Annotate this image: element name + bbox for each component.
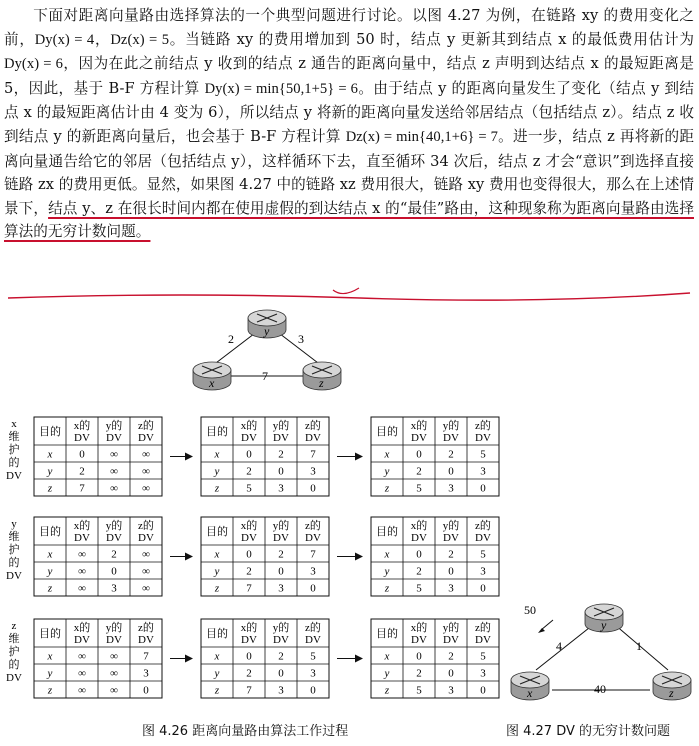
row-label-line: 的: [8, 659, 20, 671]
table-cell: 0: [480, 482, 486, 495]
table-header: 目的: [376, 628, 398, 640]
table-header: y的 DV: [105, 420, 123, 444]
table-cell: 0: [448, 465, 454, 478]
table-cell: 0: [143, 684, 149, 697]
table-dest: x: [214, 548, 220, 561]
label-edge-yz: 3: [298, 332, 304, 346]
label27-new-cost: 50: [524, 603, 536, 617]
math-dy6: Dy(x) = 6: [4, 56, 63, 73]
table-cell: ∞: [110, 684, 118, 697]
table-cell: ∞: [142, 565, 150, 578]
table-header: y的 DV: [105, 520, 123, 544]
table-cell: ∞: [142, 465, 150, 478]
table-cell: 5: [416, 684, 422, 697]
row-label-line: z: [11, 620, 17, 632]
table-cell: ∞: [110, 667, 118, 680]
table-cell: 2: [416, 667, 422, 680]
table-dest: x: [384, 548, 390, 561]
text-s6-underlined: 结点 y、z 在很长时间内都在使用虚假的到达结点 x 的“最佳”路由，这种现象称为距离向量路由选择算法的无穷计数问题。: [4, 199, 694, 241]
table-dest: x: [214, 448, 220, 461]
table-cell: 2: [278, 650, 284, 663]
table-dest: y: [384, 465, 390, 478]
row-label-line: 维: [8, 431, 20, 443]
table-dest: z: [47, 684, 53, 697]
table-cell: 2: [79, 465, 85, 478]
table-cell: 7: [143, 650, 149, 663]
table-dest: z: [384, 482, 390, 495]
table-header: x的 DV: [410, 520, 428, 544]
text-s2: 。当链路 xy 的费用增加到 50 时，结点 y 更新其到结点 x 的最低费用估计为: [169, 30, 694, 48]
router-x-label: x: [209, 376, 215, 390]
table-header: 目的: [376, 426, 398, 438]
label27-edge-xz: 40: [594, 682, 606, 696]
table-cell: 5: [480, 548, 486, 561]
table-cell: ∞: [78, 565, 86, 578]
fig27-caption: 图 4.27 DV 的无穷计数问题: [506, 724, 671, 739]
table-cell: 3: [310, 667, 316, 680]
table-cell: 7: [79, 482, 85, 495]
table-dest: x: [384, 650, 390, 663]
table-cell: 5: [480, 448, 486, 461]
table-cell: ∞: [110, 465, 118, 478]
table-cell: 3: [480, 465, 486, 478]
math-bf2: Dz(x) = min{40,1+6} = 7: [345, 128, 498, 145]
row-label-line: DV: [6, 470, 22, 482]
table-cell: 2: [448, 448, 454, 461]
table-dest: z: [384, 684, 390, 697]
table-cell: ∞: [110, 650, 118, 663]
table-header: 目的: [206, 628, 228, 640]
table-cell: 2: [448, 548, 454, 561]
table-header: x的 DV: [73, 420, 91, 444]
table-cell: 5: [246, 482, 252, 495]
table-cell: 7: [246, 582, 252, 595]
table-header: y的 DV: [105, 622, 123, 646]
table-dest: y: [214, 565, 220, 578]
table-header: z的 DV: [475, 420, 491, 444]
text-s4: 。由于结点 y 的距离向量发生了变化（结点 y 到结点 x 的最短距离估计由 4 变为 6），所以结点 y 将新的距离向量发送给邻居结点（包括结点 z）。结点 z 收到结点 y 的新距离向量后，也会基于 B-F 方程计算: [4, 79, 694, 145]
table-cell: ∞: [142, 582, 150, 595]
text-s5: 。进一步，结点 z 再将新的距离向量通告给它的邻居（包括结点 y），这样循环下去，直至循环 34 次后，结点 z 才会“意识”到选择直接链路 zx 的费用更低。显然，如果图 4.27 中的链路 xz 费用很大，链路 xy 费用也变得很大，那么在上述情景下，: [4, 127, 694, 217]
table-cell: ∞: [142, 448, 150, 461]
router27-z-label: z: [669, 686, 674, 700]
table-dest: y: [47, 465, 53, 478]
table-header: x的 DV: [410, 622, 428, 646]
table-cell: 7: [310, 448, 316, 461]
table-cell: 3: [310, 465, 316, 478]
table-header: y的 DV: [272, 420, 290, 444]
table-cell: 5: [416, 482, 422, 495]
table-cell: 2: [246, 667, 252, 680]
table-cell: 0: [278, 465, 284, 478]
row-label-line: 护: [8, 646, 20, 658]
table-header: x的 DV: [410, 420, 428, 444]
table-cell: 0: [310, 482, 316, 495]
table-cell: 3: [143, 667, 149, 680]
router-z-label: z: [319, 376, 324, 390]
table-cell: 0: [416, 650, 422, 663]
table-header: z的 DV: [138, 622, 154, 646]
row-label-line: 的: [8, 457, 20, 469]
table-cell: 3: [448, 582, 454, 595]
table-dest: y: [47, 565, 53, 578]
table-dest: x: [47, 448, 53, 461]
table-cell: 0: [111, 565, 117, 578]
table-cell: 7: [310, 548, 316, 561]
table-cell: 2: [416, 565, 422, 578]
table-cell: 3: [448, 684, 454, 697]
table-dest: z: [214, 482, 220, 495]
router27-y: [585, 604, 623, 632]
row-label-line: DV: [6, 570, 22, 582]
table-header: 目的: [39, 628, 61, 640]
math-dz: Dz(x) = 5: [110, 31, 170, 48]
label27-edge-yz: 1: [636, 639, 642, 653]
table-dest: z: [47, 582, 53, 595]
table-cell: ∞: [110, 448, 118, 461]
table-dest: x: [384, 448, 390, 461]
table-cell: 2: [278, 548, 284, 561]
table-cell: 3: [480, 667, 486, 680]
table-cell: 2: [246, 465, 252, 478]
table-cell: 0: [448, 565, 454, 578]
table-header: z的 DV: [305, 420, 321, 444]
table-cell: 5: [480, 650, 486, 663]
table-header: z的 DV: [475, 622, 491, 646]
arrow-icon: [538, 620, 553, 633]
table-cell: ∞: [78, 684, 86, 697]
text-sep1: ，: [94, 30, 111, 48]
table-cell: 0: [310, 684, 316, 697]
table-header: x的 DV: [73, 622, 91, 646]
table-cell: 3: [448, 482, 454, 495]
table-cell: 0: [246, 548, 252, 561]
table-cell: ∞: [142, 482, 150, 495]
table-cell: 0: [480, 582, 486, 595]
table-cell: 3: [111, 582, 117, 595]
table-cell: 0: [278, 565, 284, 578]
row-label-line: 的: [8, 557, 20, 569]
table-header: y的 DV: [442, 520, 460, 544]
table-dest: y: [47, 667, 53, 680]
table-header: x的 DV: [240, 622, 258, 646]
table-header: 目的: [39, 526, 61, 538]
table-cell: ∞: [78, 650, 86, 663]
row-label-line: 维: [8, 633, 20, 645]
row-label-line: y: [11, 518, 17, 530]
table-cell: 3: [278, 684, 284, 697]
row-label-line: 护: [8, 544, 20, 556]
table-cell: 7: [246, 684, 252, 697]
table-cell: 2: [416, 465, 422, 478]
label-edge-xy: 2: [228, 332, 234, 346]
table-header: 目的: [39, 426, 61, 438]
table-cell: 0: [310, 582, 316, 595]
table-header: y的 DV: [442, 622, 460, 646]
table-dest: x: [47, 548, 53, 561]
table-header: 目的: [206, 526, 228, 538]
table-dest: y: [214, 667, 220, 680]
table-cell: 0: [246, 650, 252, 663]
table-dest: x: [47, 650, 53, 663]
table-header: z的 DV: [305, 622, 321, 646]
table-cell: 3: [278, 582, 284, 595]
table-dest: y: [384, 565, 390, 578]
fig26-caption: 图 4.26 距离向量路由算法工作过程: [142, 724, 349, 739]
table-dest: y: [384, 667, 390, 680]
table-dest: z: [384, 582, 390, 595]
table-cell: 0: [246, 448, 252, 461]
table-cell: 0: [480, 684, 486, 697]
table-header: z的 DV: [475, 520, 491, 544]
math-bf1: Dy(x) = min{50,1+5} = 6: [204, 80, 359, 97]
table-cell: ∞: [78, 582, 86, 595]
text-s3: ，因为在此之前结点 y 收到的结点 z 通告的距离向量中，结点 z 声明到达结点 x 的最短距离是 5，因此，基于 B-F 方程计算: [4, 55, 694, 97]
table-header: z的 DV: [138, 420, 154, 444]
table-cell: 0: [448, 667, 454, 680]
table-cell: 2: [246, 565, 252, 578]
table-cell: 3: [480, 565, 486, 578]
label-edge-xz: 7: [262, 369, 268, 383]
table-header: y的 DV: [272, 520, 290, 544]
table-header: y的 DV: [442, 420, 460, 444]
router27-x: [511, 672, 549, 700]
row-label-line: x: [11, 418, 17, 430]
table-header: z的 DV: [305, 520, 321, 544]
table-cell: ∞: [110, 482, 118, 495]
table-dest: y: [214, 465, 220, 478]
router27-y-label: y: [601, 618, 607, 632]
text-s1: 下面对距离向量路由选择算法的一个典型问题进行讨论。以图 4.27 为例，在链路 xy 的费用变化之前，: [4, 7, 694, 48]
table-cell: 3: [278, 482, 284, 495]
table-header: 目的: [376, 526, 398, 538]
table-cell: 2: [448, 650, 454, 663]
table-header: x的 DV: [240, 420, 258, 444]
table-cell: 3: [310, 565, 316, 578]
table-cell: 0: [416, 548, 422, 561]
table-cell: 0: [278, 667, 284, 680]
table-header: x的 DV: [240, 520, 258, 544]
table-header: y的 DV: [272, 622, 290, 646]
table-dest: z: [214, 582, 220, 595]
math-dy: Dy(x) = 4: [34, 31, 95, 48]
table-cell: ∞: [78, 548, 86, 561]
table-header: z的 DV: [138, 520, 154, 544]
table-cell: 5: [310, 650, 316, 663]
router-y-label: y: [264, 324, 270, 338]
table-header: 目的: [206, 426, 228, 438]
table-cell: 5: [416, 582, 422, 595]
table-header: x的 DV: [73, 520, 91, 544]
table-cell: 2: [111, 548, 117, 561]
label27-edge-xy: 4: [556, 639, 562, 653]
row-label-line: DV: [6, 672, 22, 684]
table-cell: ∞: [78, 667, 86, 680]
router27-x-label: x: [527, 686, 533, 700]
row-label-line: 护: [8, 444, 20, 456]
table-dest: z: [47, 482, 53, 495]
table-dest: x: [214, 650, 220, 663]
table-cell: 0: [416, 448, 422, 461]
row-label-line: 维: [8, 531, 20, 543]
table-cell: 0: [79, 448, 85, 461]
table-cell: 2: [278, 448, 284, 461]
router27-z: [653, 672, 691, 700]
table-cell: ∞: [142, 548, 150, 561]
table-dest: z: [214, 684, 220, 697]
